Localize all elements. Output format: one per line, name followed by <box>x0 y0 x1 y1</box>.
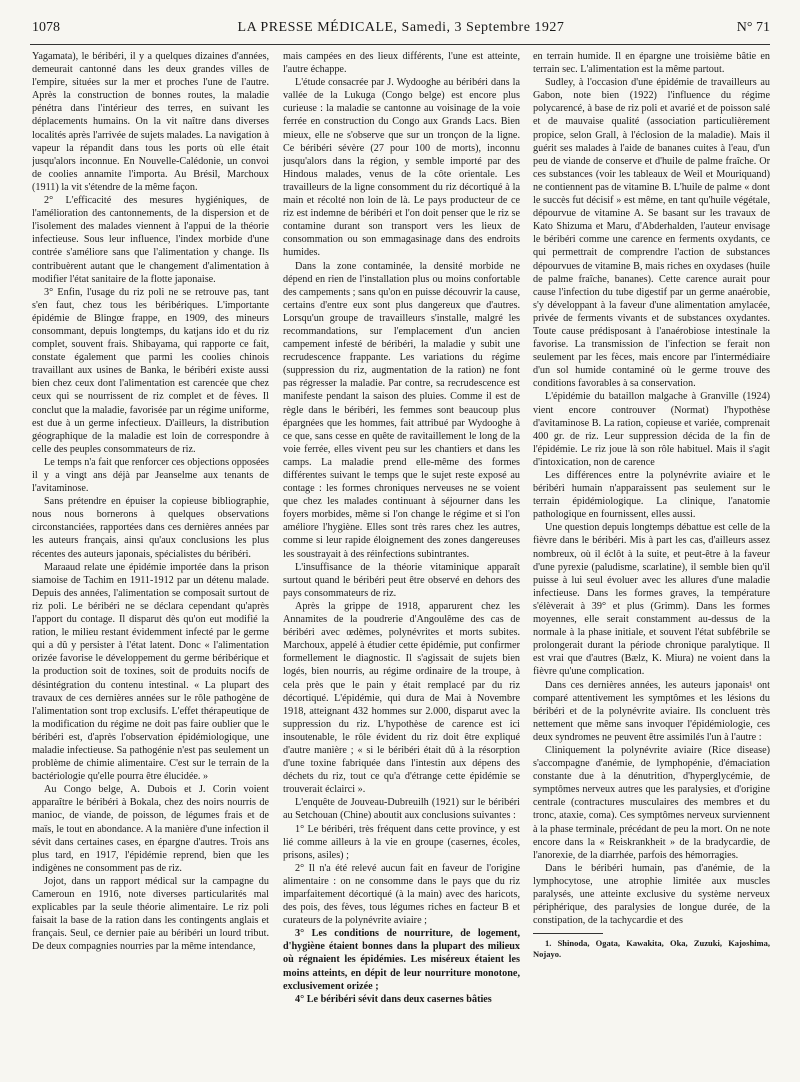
paragraph: Yagamata), le béribéri, il y a quelques dizaines d'années, demeurait cantonné dans les deux grandes villes de l'empire, situées sur la mer et proches l'une de l'autre. Après la construction de bonnes routes, la maladie pénétra dans l'intérieur des terres, en suivant les déplacements humains. On la vit naître dans diverses localités après l'arrivée de sujets malades. La navigation à vapeur la répandit dans tous les ports où elle était jusqu'alors inconnue. En Nouvelle-Calédonie, un convoi de coolies annamite l'importa. Au Brésil, Marchoux (1911) la vit s'étendre de la même façon. <box>32 51 269 193</box>
page-number: 1078 <box>32 20 60 35</box>
paragraph: Dans la zone contaminée, la densité morbide ne dépend en rien de l'installation plus ou moins confortable des campements ; sans qu'on en puisse découvrir la cause, certains d'entre eux sont plus dangereux que d'autres. Lorsqu'un groupe de travailleurs s'installe, malgré les recommandations, sur l'emplacement d'un ancien campement infesté de béribéri, la maladie y subit une recrudescence frappante. Les variations du régime (suppression du riz, augmentation de la ration) ne font pas régresser la maladie. Par contre, sa recrudescence est manifeste pendant la saison des pluies. Comme il est de règle dans le béribéri, les femmes sont beaucoup plus épargnées que les hommes, fait attribué par Wydooghe à ce que, sans cesse en quête de ravitaillement le long de la voie ferrée, elles vivent peu sur les chantiers et dans les camps. La maladie prend elle-même des formes différentes suivant le temps que le sujet reste exposé au contage : les formes chroniques nerveuses ne se voient que chez les malades continuant à séjourner dans les foyers morbides, même si l'on change le régime et si l'on améliore l'hygiène. Elles sont très rares chez les autres, comme si leur rapide éloignement des zones dangereuses les soustrayait à des réinfections subintrantes. <box>283 260 520 560</box>
paragraph: L'enquête de Jouveau-Dubreuilh (1921) sur le béribéri au Setchouan (Chine) aboutit aux conclusions suivantes : <box>283 797 520 822</box>
paragraph: Une question depuis longtemps débattue est celle de la fièvre dans le béribéri. Mis à part les cas, d'ailleurs assez nombreux, où il éclôt à la suite, et peut-être à la faveur d'une pyrexie (paludisme, scarlatine), il semble bien qu'il puisse à lui seul évoluer avec les allures d'une maladie infectieuse. Dans les formes graves, la température s'élèverait à 39° et plus (Grimm). Dans les formes moyennes, elle serait constamment au-dessus de la normale à la phase initiale, et souvent l'état subfébrile se prolongerait durant la période chronique paralytique. Il est vrai que d'autres (Bælz, K. Miura) ne voient dans la fièvre qu'une complication. <box>533 522 770 678</box>
paragraph: 2° Il n'a été relevé aucun fait en faveur de l'origine alimentaire : on ne consomme dans le pays que du riz imparfaitement décortiqué (à la main) avec des haricots, des pois, des fèves, tous légumes riches en facteur B et curateurs de la polynévrite aviaire ; <box>283 862 520 927</box>
paragraph: Le temps n'a fait que renforcer ces objections opposées il y a vingt ans déjà par Jeanselme aux tenants de l'avitaminose. <box>32 456 269 495</box>
paragraph: Maraaud relate une épidémie importée dans la prison siamoise de Tachim en 1911-1912 par un détenu malade. Depuis des années, l'alimentation se composait surtout de riz poli. Le béribéri ne se déclara cependant qu'après l'apport du contage. Il disparut dès qu'on eut modifié la ration, le milieu restant évidemment infecté par le germe qui a dû y persister à l'état latent. Donc « l'alimentation orizée favorise le développement du germe béribérique et la production soit de toxines, soit de produits nocifs de désintégration du contenu intestinal. « La plupart des travaux de ces dernières années sur le rôle pathogène de l'alimentation sont trop exclusifs. L'effet thérapeutique de la modification du régime ne doit pas faire oublier que le béribéri est, d'après l'observation épidémiologique, une maladie infectieuse. Sa pathogénie n'est pas seulement un problème de chimie alimentaire. C'est sur le terrain de la bactériologie qu'elle pourra être élucidée. » <box>32 561 269 783</box>
page-header <box>32 20 770 42</box>
paragraph: 3° Les conditions de nourriture, de logement, d'hygiène étaient bonnes dans la plupart des milieux où régnaient les épidémies. Les miséreux étaient les moins atteints, en dépit de leur nourriture monotone, exclusivement orizée ; <box>283 928 520 992</box>
paragraph: L'épidémie du bataillon malgache à Granville (1924) vient encore controuver (Normat) l'hypothèse d'avitaminose B. La ration, copieuse et variée, comprenait 400 gr. de riz. Leur suppression décida de la fin de l'épidémie. Le riz joue là son rôle habituel. Mais il s'agit d'intoxication, non de carence <box>533 391 770 468</box>
paragraph: Dans ces dernières années, les auteurs japonais¹ ont comparé attentivement les symptômes et les lésions du béribéri et de la polynévrite aviaire. Ils concluent très nettement que même sans invoquer l'épidémiologie, ces deux syndromes ne peuvent être assimilés l'un à l'autre : <box>533 679 770 743</box>
footnote: 1. Shinoda, Ogata, Kawakita, Oka, Zuzuki, Kajoshima, Nojayo. <box>533 938 770 960</box>
paragraph: mais campées en des lieux différents, l'une est atteinte, l'autre échappe. <box>283 51 520 76</box>
paragraph: 4° Le béribéri sévit dans deux casernes bâties <box>295 993 492 1005</box>
paragraph: 3° Enfin, l'usage du riz poli ne se retrouve pas, tant s'en faut, chez tous les béribériques. L'importante épidémie de Blingœ frappe, en 1909, des mineurs consommant, depuis longtemps, du katjans ido et du riz complet, souvent frais. Shibayama, qui rapporte ce fait, constate également que parmi les coolies chinois travaillant aux usines de Banka, le béribéri existe aussi bien chez ceux dont l'alimentation est carencée que chez ceux qui se nourrissent de riz complet et de fèves. Il conclut que la maladie, favorisée par un régime uniforme, est due à un germe infectieux. D'ailleurs, la distribution géographique de la maladie est loin de correspondre à celle des peuples consommateurs de riz. <box>32 286 269 455</box>
paragraph: Sudley, à l'occasion d'une épidémie de travailleurs au Gabon, note bien (1922) l'influence du régime polycarencé, à base de riz poli et avarié et de poisson salé et de mauvaise qualité (association particulièrement propice, selon Grall, à l'éclosion de la maladie). Mais il guérit ses malades à l'aide de bananes cuites à l'eau, d'un peu de viande de conserve et d'huile de palme fraîche. Or ces substances (voir les tableaux de Weil et Mouriquand) ne contiennent pas de vitamine B. L'huile de palme « dont le succès fut décisif » est même, en tant qu'huile végétale, dépourvue de vitamine A. Se basant sur les travaux de Kato Shizuma et Maru, d'Abderhalden, l'auteur envisage le béribéri comme une carence en ferments oxydants, ce qui permettrait de comprendre l'action de substances dépourvues de vitamine B, mais riches en oxydases (huile de palme fraîche, bananes). Cette carence aurait pour cause l'infection du tube digestif par un germe anaérobie, s'y développant à la faveur d'une alimentation amylacée, privée de ferments vivants et de substances oxydantes. Toute cause prédisposant à l'anaérobiose intestinale la favorise. La transmission de l'infection se ferait non seulement par les fèces, mais encore par l'intermédiaire d'un sol humide contaminé où le germe trouve des conditions favorables à sa conservation. <box>533 77 770 390</box>
paragraph: Dans le béribéri humain, pas d'anémie, de la lymphocytose, une atrophie limitée aux muscles paralysés, une atteinte exclusive du système nerveux périphérique, des paralysies de longue durée, de la constipation, de la tachycardie et des <box>533 862 770 927</box>
header-rule <box>30 44 770 45</box>
paragraph: 2° L'efficacité des mesures hygiéniques, de l'amélioration des cantonnements, de la dispersion et de l'isolement des malades viennent à l'appui de la théorie infectieuse. Sous leur influence, l'index morbide d'une contrée s'améliore sans que l'alimentation y change. Ils contribuèrent autant que le changement d'alimentation à modifier l'état sanitaire de la flotte japonaise. <box>32 195 269 285</box>
paragraph: Jojot, dans un rapport médical sur la campagne du Cameroun en 1916, note diverses particularités mal explicables par la seule théorie alimentaire. Le riz poli faisait la base de la ration dans les contingents anglais et français. Seul, ce dernier paie au béribéri un lourd tribut. De deux compagnies nourries par la même intendance, <box>32 875 269 953</box>
footnote-rule <box>533 933 603 934</box>
issue-number: N° 71 <box>736 20 770 35</box>
journal-title: LA PRESSE MÉDICALE, Samedi, 3 Septembre 1927 <box>237 20 565 35</box>
paragraph: Cliniquement la polynévrite aviaire (Rice disease) s'accompagne d'anémie, de lymphopénie, d'émaciation constante due à la dénutrition, d'hyperglycémie, de symptômes nerveux autres que les paralysies, et d'origine centrale (contractures musculaires des membres et du tronc, ataxie, coma). Ces symptômes nerveux surviennent à la phase terminale, précédant de peu la mort. On ne note encore dans la « Reiskrankheit » de la bradycardie, de l'anorexie, de la diarrhée, parfois des hémorragies. <box>533 744 770 861</box>
paragraph: Sans prétendre en épuiser la copieuse bibliographie, nous nous bornerons à quelques observations circonstanciées, rapportées dans ces dernières années par les auteurs français, ainsi qu'aux conclusions les plus récentes des auteurs japonais, spécialistes du béribéri. <box>32 496 269 560</box>
paragraph: Au Congo belge, A. Dubois et J. Corin voient apparaître le béribéri à Bokala, chez des noirs nourris de manioc, de viande, de poisson, de légumes frais et de maïs, le tout en abondance. A la manière d'une infection il sévit dans certaines cases, en épargne d'autres. Trois ans plus tard, en 1917, l'épidémie reprend, bien que les indigènes ne consomment pas de riz. <box>32 784 269 874</box>
paragraph: Après la grippe de 1918, apparurent chez les Annamites de la poudrerie d'Angoulême des cas de béribéri avec œdèmes, polynévrites et morts subites. Marchoux, appelé à étudier cette épidémie, put confirmer formellement le diagnostic. Il s'agissait de sujets bien logés, bien nourris, au régime ordinaire de la troupe, à cela près que le pain y était remplacé par du riz décortiqué. L'épidémie, qui dura de Mai à Novembre 1918, atteignant 432 hommes sur 2.000, disparut avec la suppression du riz. L'hypothèse de carence est ici insoutenable, le rôle évident du riz doit être expliqué d'autre manière ; « si le béribéri était dû à la résorption d'une toxine fabriquée dans l'intestin aux dépens des déchets du riz, tout ce qu'a d'étrange cette épidémie se trouverait éclairci ». <box>283 600 520 796</box>
column-left <box>32 50 269 1070</box>
column-right <box>533 50 770 1070</box>
paragraph: L'insuffisance de la théorie vitaminique apparaît surtout quand le béribéri peut être observé en dehors des pays consommateurs de riz. <box>283 561 520 599</box>
column-middle <box>283 50 520 1070</box>
paragraph: 1° Le béribéri, très fréquent dans cette province, y est lié comme ailleurs à la vie en groupe (casernes, écoles, prisons, asiles) ; <box>283 823 520 861</box>
paragraph: en terrain humide. Il en épargne une troisième bâtie en terrain sec. L'alimentation est la même partout. <box>533 51 770 76</box>
paragraph: Les différences entre la polynévrite aviaire et le béribéri humain n'apparaissent pas seulement sur le terrain épidémiologique. La clinique, l'anatomie pathologique en fournissent, elles aussi. <box>533 470 770 521</box>
paragraph: L'étude consacrée par J. Wydooghe au béribéri dans la vallée de la Lukuga (Congo belge) est encore plus curieuse : la maladie se cantonne au voisinage de la voie ferrée en construction du Congo aux Grands Lacs. Bien mieux, elle ne s'observe que sur un tronçon de la ligne. Ce béribéri sévère (27 pour 100 de morts), inconnu jusqu'alors dans la région, y semble importé par des Hindous malades, venus de la côte orientale. Les travailleurs de la ligne consomment du riz décortiqué à la main et récolté non loin de là. Le pays producteur de ce riz est indemne de béribéri et l'on doit penser que le riz se contamine durant son transport vers les lieux de consommation ou son emmagasinage dans des endroits humides. <box>283 77 520 259</box>
